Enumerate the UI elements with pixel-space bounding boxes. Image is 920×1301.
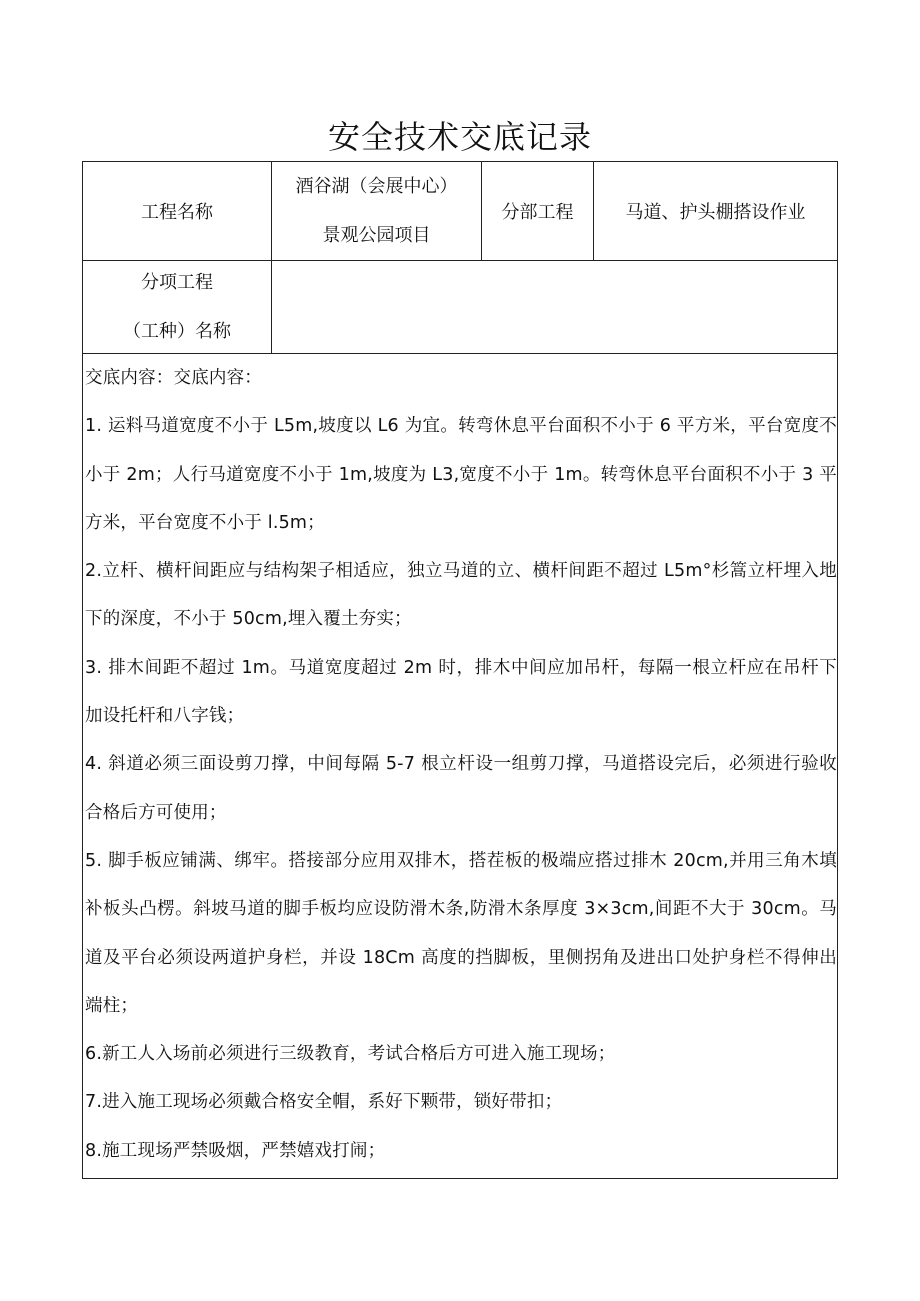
- content-item-1: 1. 运料马道宽度不小于 L5m,坡度以 L6 为宜。转弯休息平台面积不小于 6 平方米，平台宽度不小于 2m；人行马道宽度不小于 1m,坡度为 L3,宽度不小于 1m。转弯休息平台面积不小于 3 平方米，平台宽度不小于 l.5m；: [85, 416, 837, 533]
- project-name-value: [272, 162, 481, 260]
- project-name-value-line2: 景观公园项目: [322, 225, 431, 246]
- content-item-8: 8.施工现场严禁吸烟，严禁嬉戏打闹；: [85, 1140, 386, 1161]
- content-heading: 交底内容：交底内容：: [85, 368, 262, 388]
- content-item-7: 7.进入施工现场必须戴合格安全帽，系好下颗带，锁好带扣；: [85, 1092, 563, 1113]
- project-name-label-text: 工程名称: [141, 202, 213, 223]
- disclosure-table: [82, 161, 838, 1179]
- subitem-value: [272, 261, 837, 353]
- project-name-value-line1: 酒谷湖（会展中心）: [295, 176, 458, 197]
- subitem-label-line2: （工种）名称: [123, 321, 231, 342]
- division-label: [482, 162, 593, 260]
- subitem-label: [83, 261, 271, 353]
- division-value-text: 马道、护头棚搭设作业: [625, 202, 806, 223]
- disclosure-content: [83, 354, 837, 1175]
- content-item-5: 5. 脚手板应铺满、绑牢。搭接部分应用双排木，搭茬板的极端应搭过排木 20cm,并用三角木填补板头凸楞。斜坡马道的脚手板均应设防滑木条,防滑木条厚度 3×3cm,间距不大于 30cm。马道及平台必须设两道护身栏，并设 18Cm 高度的挡脚板，里侧拐角及进出口处护身栏不得伸出端柱；: [85, 850, 837, 1016]
- subitem-label-line1: 分项工程: [141, 272, 213, 293]
- content-item-2: 2.立杆、横杆间距应与结构架子相适应，独立马道的立、横杆间距不超过 L5m°杉篙立杆埋入地下的深度，不小于 50cm,埋入覆土夯实；: [85, 561, 837, 630]
- content-item-6: 6.新工人入场前必须进行三级教育，考试合格后方可进入施工现场；: [85, 1044, 616, 1065]
- division-value: [594, 162, 837, 260]
- content-item-4: 4. 斜道必须三面设剪刀撑，中间每隔 5-7 根立杆设一组剪刀撑，马道搭设完后，必须进行验收合格后方可使用；: [85, 754, 837, 823]
- content-item-3: 3. 排木间距不超过 1m。马道宽度超过 2m 时，排木中间应加吊杆，每隔一根立杆应在吊杆下加设托杆和八字钱；: [85, 657, 837, 727]
- division-label-text: 分部工程: [501, 202, 574, 223]
- page-title: 安全技术交底记录: [327, 118, 592, 156]
- project-name-label: [83, 162, 271, 260]
